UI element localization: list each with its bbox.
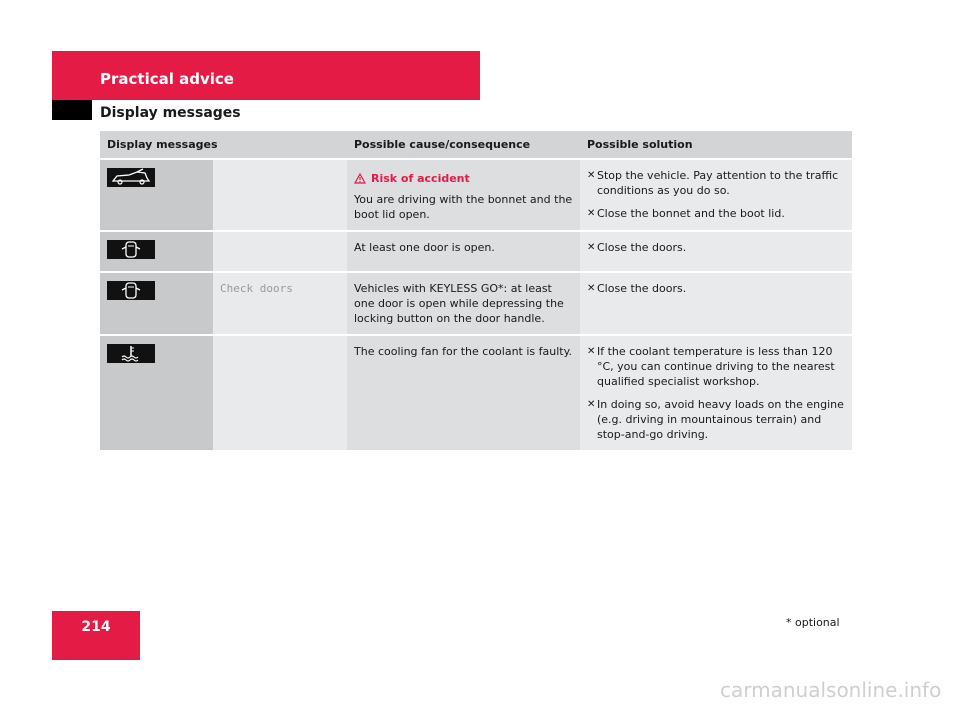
cause-cell: [347, 272, 580, 335]
message-text-cell: [213, 159, 347, 231]
solution-item: ✕ Close the bonnet and the boot lid.: [587, 207, 785, 220]
warning-triangle-icon: [354, 173, 366, 184]
display-icon-cell: [100, 231, 213, 272]
car-bonnet-open-icon: [107, 168, 155, 187]
display-icon-cell: [100, 272, 213, 335]
cause-text: You are driving with the bonnet and the boot lid open.: [354, 193, 573, 221]
car-door-open-icon: [107, 240, 155, 259]
solution-cell: [580, 335, 852, 450]
header-display-messages: Display messages: [100, 131, 347, 159]
cause-text: At least one door is open.: [354, 241, 495, 254]
solution-cell: [580, 159, 852, 231]
cause-text: The cooling fan for the coolant is faulty.: [354, 345, 573, 358]
header-possible-solution: Possible solution: [580, 131, 852, 159]
solution-item: ✕ If the coolant temperature is less than 120 °C, you can continue driving to the nearest qualified specialist workshop.: [587, 345, 835, 388]
display-messages-table: [100, 131, 852, 450]
cause-cell: [347, 231, 580, 272]
cause-cell: [347, 159, 580, 231]
car-door-open-icon: [107, 281, 155, 300]
arrow-bullet-icon: ✕: [587, 346, 596, 357]
display-icon-cell: [100, 335, 213, 450]
arrow-bullet-icon: ✕: [587, 170, 596, 181]
message-text-cell: [213, 335, 347, 450]
check-doors-message: Check doors: [220, 282, 293, 295]
cause-text: Vehicles with KEYLESS GO*: at least one door is open while depressing the locking button on the door handle.: [354, 282, 564, 325]
subsection-title: Display messages: [100, 105, 241, 121]
arrow-bullet-icon: ✕: [587, 208, 596, 219]
solution-item: ✕ Close the doors.: [587, 241, 687, 254]
arrow-bullet-icon: ✕: [587, 399, 596, 410]
warning-label: Risk of accident: [371, 172, 470, 185]
table-row: [100, 272, 852, 335]
solution-cell: [580, 272, 852, 335]
solution-item: ✕ Stop the vehicle. Pay attention to the traffic conditions as you do so.: [587, 169, 839, 197]
table-header-row: [100, 131, 852, 159]
section-title: Practical advice: [100, 70, 234, 88]
warning-notice: [354, 171, 573, 186]
message-text-cell: [213, 231, 347, 272]
cause-cell: [347, 335, 580, 450]
solution-item: ✕ Close the doors.: [587, 282, 687, 295]
solution-item: ✕ In doing so, avoid heavy loads on the engine (e.g. driving in mountainous terrain) and stop-and-go driving.: [587, 398, 844, 441]
footnote-optional: * optional: [786, 616, 840, 629]
solution-cell: [580, 231, 852, 272]
table-row: [100, 159, 852, 231]
page-number: 214: [81, 619, 111, 635]
coolant-temperature-icon: [107, 344, 155, 363]
arrow-bullet-icon: ✕: [587, 242, 596, 253]
message-text-cell: [213, 272, 347, 335]
table-row: [100, 335, 852, 450]
table-row: [100, 231, 852, 272]
watermark-text: carmanualsonline.info: [720, 678, 942, 702]
arrow-bullet-icon: ✕: [587, 283, 596, 294]
display-icon-cell: [100, 159, 213, 231]
header-possible-cause: Possible cause/consequence: [347, 131, 580, 159]
section-tab-marker: [52, 100, 92, 120]
